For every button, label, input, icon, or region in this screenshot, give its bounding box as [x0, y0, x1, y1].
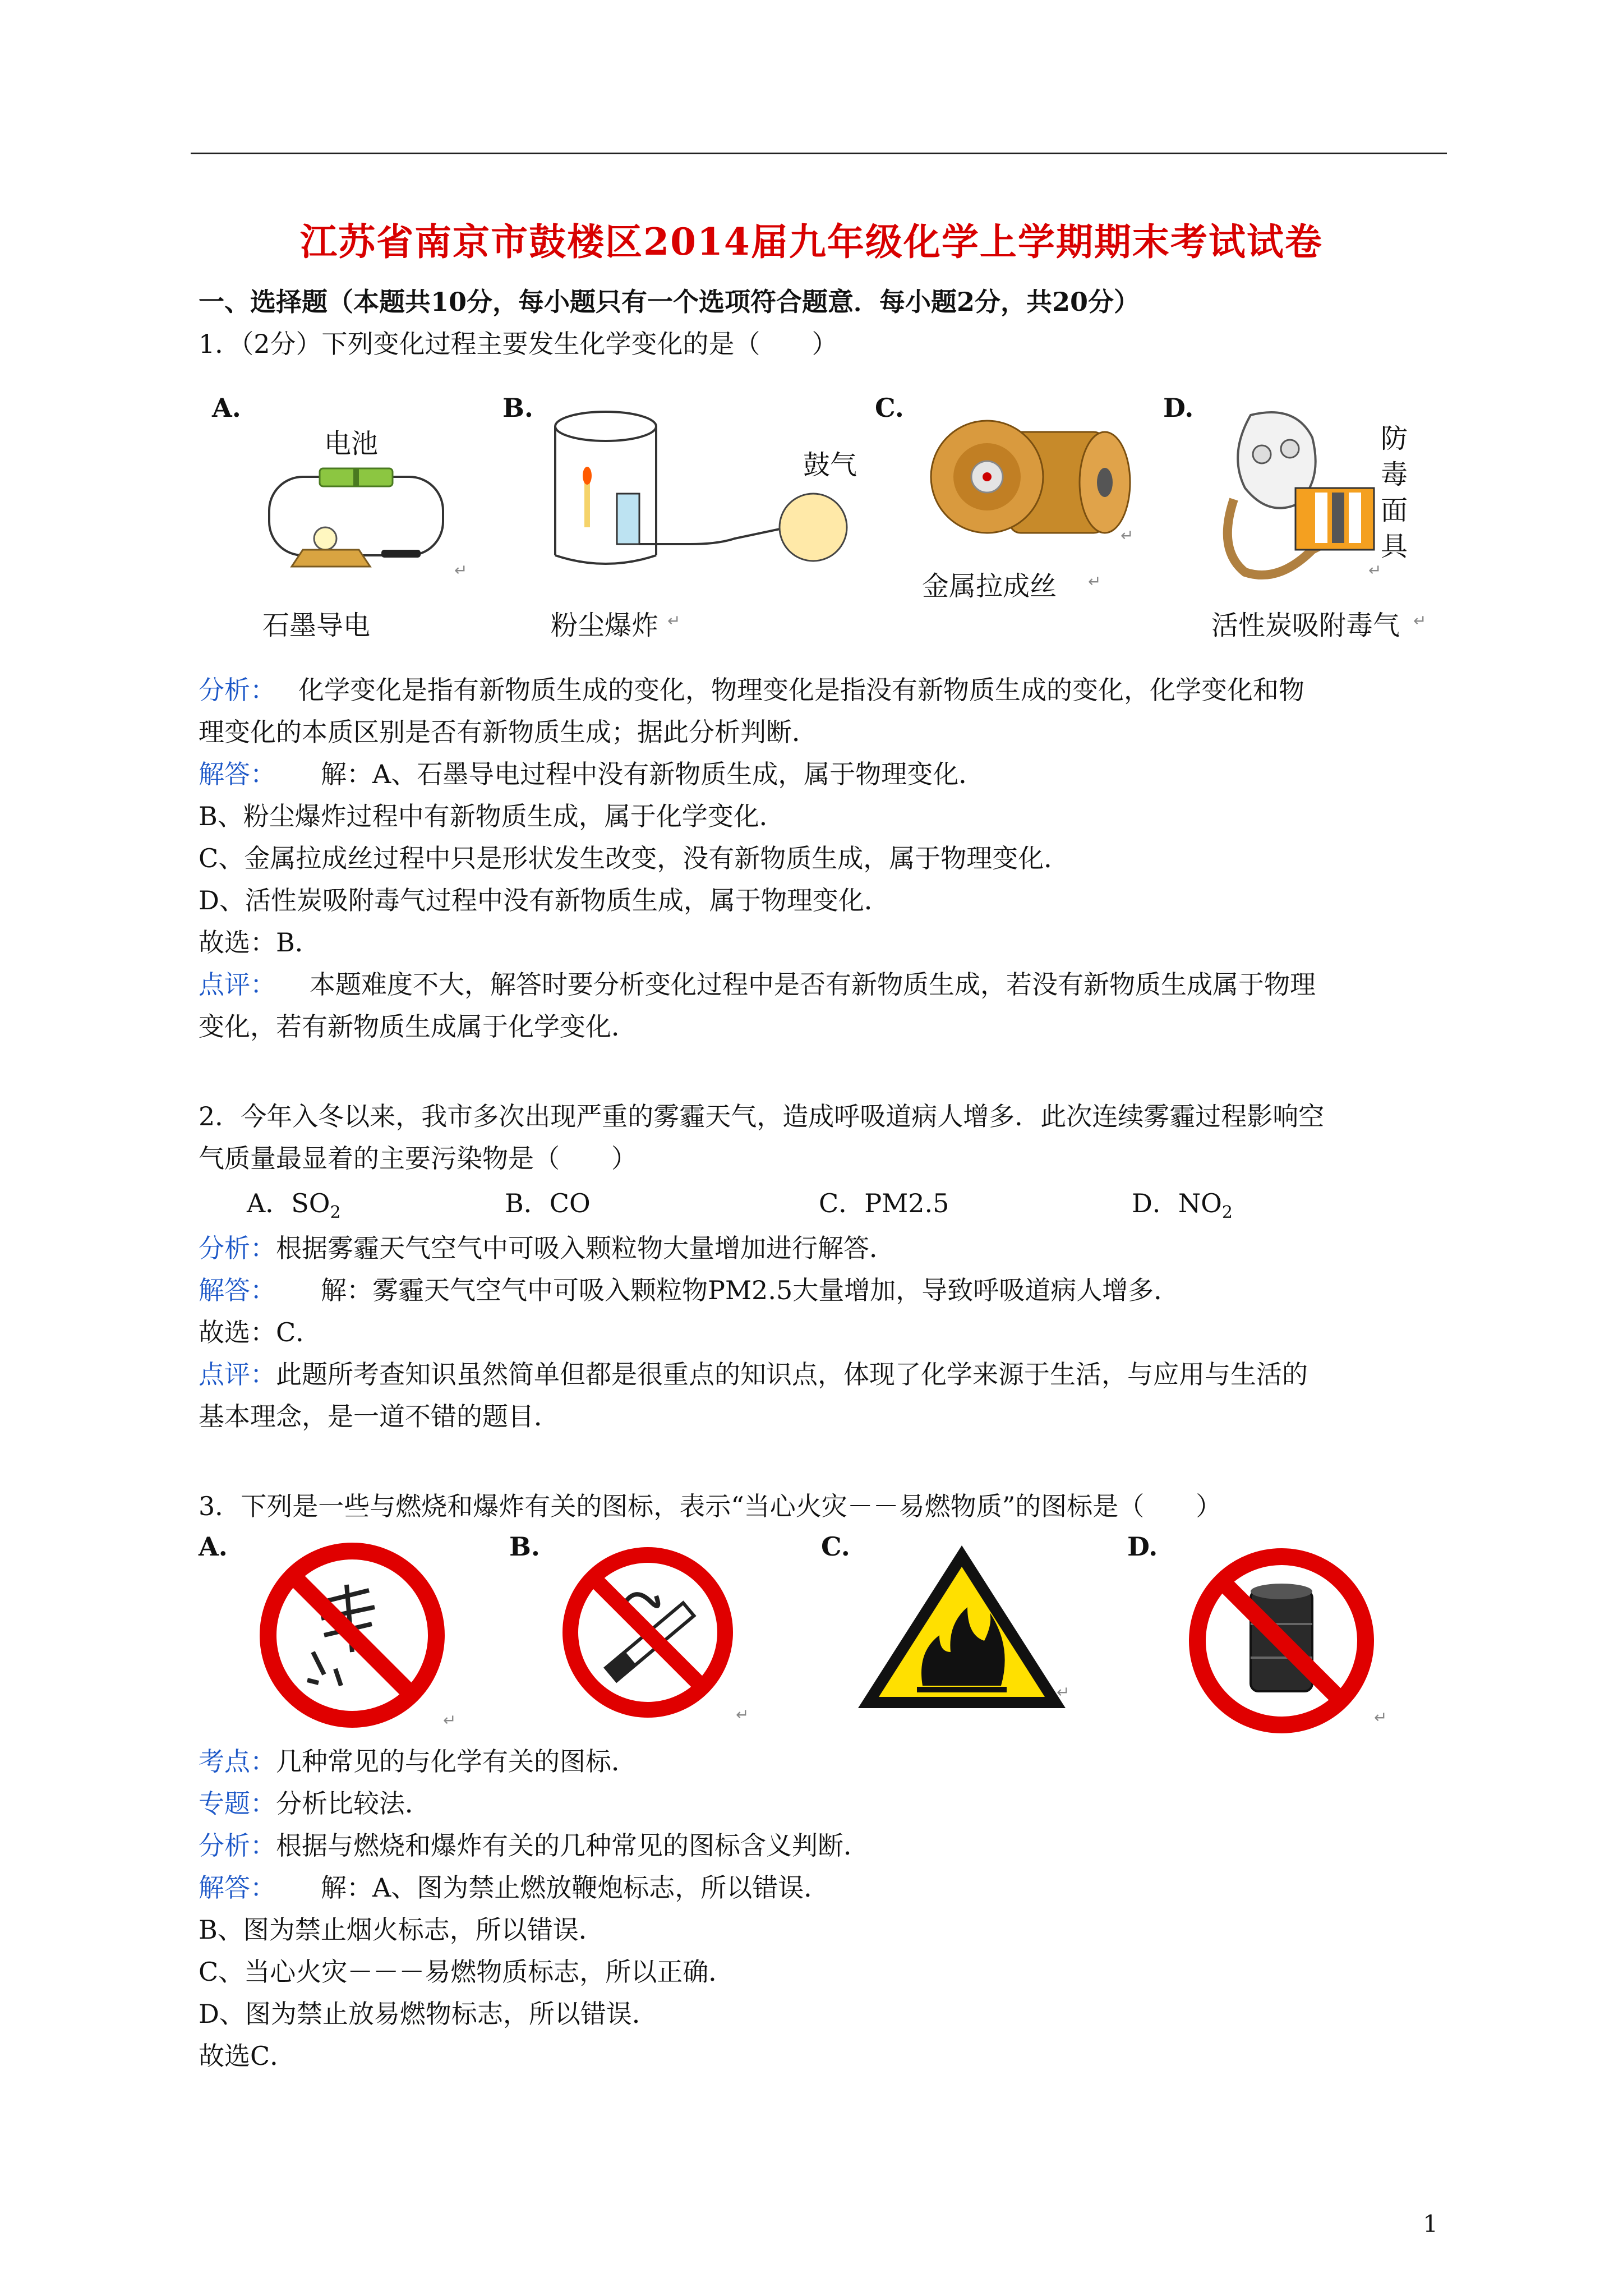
- q3-stem: 3．下列是一些与燃烧和爆炸有关的图标，表示“当心火灾－－易燃物质”的图标是（ ）: [199, 1491, 1222, 1521]
- return-mark-icon: ↵: [1368, 561, 1382, 579]
- q3-analysis-text: 根据与燃烧和爆炸有关的几种常见的图标含义判断．: [276, 1830, 869, 1861]
- q1-answer-line: B、粉尘爆炸过程中有新物质生成，属于化学变化．: [199, 801, 785, 831]
- wire-spool-icon: [925, 409, 1133, 555]
- dust-explosion-illustration: [550, 404, 852, 583]
- q2-comment-line: 基本理念，是一道不错的题目．: [199, 1401, 560, 1432]
- q3-zhuanti-text: 分析比较法．: [276, 1788, 431, 1819]
- q3-option-d-letter: D.: [1127, 1531, 1158, 1562]
- page-number: 1: [1423, 2210, 1438, 2238]
- q1-caption-d: 活性炭吸附毒气: [1211, 610, 1400, 641]
- q3-answer-line: B、图为禁止烟火标志，所以错误．: [199, 1915, 605, 1945]
- q2-option-c: C．PM2.5: [819, 1188, 949, 1218]
- q1-analysis-line: 化学变化是指有新物质生成的变化，物理变化是指没有新物质生成的变化，化学变化和物: [298, 675, 1304, 705]
- header-rule: [191, 153, 1447, 154]
- return-mark-icon: ↵: [667, 611, 681, 630]
- q2-stem: 气质量最显着的主要污染物是（ ）: [199, 1143, 637, 1174]
- q1-option-a-letter: A.: [212, 393, 241, 423]
- q3-answer-line: C、当心火灾－－－易燃物质标志，所以正确．: [199, 1957, 735, 1987]
- q3-answer-line: 故选C．: [199, 2041, 296, 2071]
- q1-caption-c: 金属拉成丝: [922, 570, 1057, 602]
- return-mark-icon: ↵: [1121, 526, 1134, 545]
- q3-answer-label: 解答：: [199, 1872, 276, 1903]
- q1-comment-line: 变化，若有新物质生成属于化学变化．: [199, 1011, 637, 1042]
- q3-option-b-letter: B.: [509, 1531, 540, 1562]
- bulb-icon: [314, 527, 336, 550]
- q1-answer-label: 解答：: [199, 759, 276, 789]
- no-fireworks-icon: [257, 1540, 448, 1731]
- return-mark-icon: ↵: [1088, 572, 1101, 591]
- no-flammables-icon: [1186, 1545, 1377, 1736]
- q1-answer-line: C、金属拉成丝过程中只是形状发生改变，没有新物质生成，属于物理变化．: [199, 843, 1070, 873]
- return-mark-icon: ↵: [1057, 1683, 1070, 1701]
- q3-zhuanti-label: 专题：: [199, 1788, 276, 1819]
- q1-caption-b: 粉尘爆炸: [551, 610, 659, 641]
- q3-kaodian-text: 几种常见的与化学有关的图标．: [276, 1746, 637, 1777]
- no-smoking-icon: [561, 1545, 735, 1719]
- q3-analysis-label: 分析：: [199, 1830, 276, 1861]
- cylinder-icon: [555, 412, 656, 564]
- q1-answer-line: 故选：B．: [199, 927, 321, 958]
- return-mark-icon: ↵: [443, 1711, 457, 1729]
- q2-option-b: B．CO: [505, 1188, 591, 1218]
- q1-caption-a: 石墨导电: [262, 610, 371, 641]
- battery-label: 电池: [324, 428, 379, 459]
- q2-comment-label: 点评：: [199, 1359, 276, 1389]
- flammable-warning-icon: [855, 1540, 1068, 1714]
- balloon-icon: [780, 494, 847, 561]
- q2-answer-line: 故选：C．: [199, 1317, 322, 1347]
- q1-option-b-letter: B.: [502, 393, 533, 423]
- q3-option-c-letter: C.: [821, 1531, 850, 1562]
- q2-answer-label: 解答：: [199, 1275, 276, 1305]
- battery-icon: [320, 468, 393, 486]
- q2-answer-line: 解：雾霾天气空气中可吸入颗粒物PM2.5大量增加，导致呼吸道病人增多．: [321, 1275, 1180, 1305]
- q3-answer-line: D、图为禁止放易燃物标志，所以错误．: [199, 1999, 658, 2029]
- q1-option-c-letter: C.: [875, 393, 904, 423]
- q1-answer-line: 解：A、石墨导电过程中没有新物质生成，属于物理变化．: [321, 759, 985, 789]
- section-heading: 一、选择题（本题共10分，每小题只有一个选项符合题意．每小题2分，共20分）: [199, 287, 1140, 317]
- gas-mask-label: 防毒面具: [1381, 423, 1408, 562]
- q2-analysis-label: 分析：: [199, 1233, 276, 1263]
- q3-option-a-letter: A.: [199, 1531, 228, 1562]
- q1-answer-line: D、活性炭吸附毒气过程中没有新物质生成，属于物理变化．: [199, 885, 890, 915]
- q2-stem: 2．今年入冬以来，我市多次出现严重的雾霾天气，造成呼吸道病人增多．此次连续雾霾过程影响空: [199, 1101, 1325, 1131]
- return-mark-icon: ↵: [454, 561, 468, 579]
- q3-answer-line: 解：A、图为禁止燃放鞭炮标志，所以错误．: [321, 1872, 830, 1903]
- q1-analysis-label: 分析：: [199, 675, 276, 705]
- circuit-illustration: [264, 454, 454, 589]
- blow-air-label: 鼓气: [803, 449, 857, 481]
- return-mark-icon: ↵: [1413, 611, 1427, 630]
- q2-option-a: A．$SO_2$: [247, 1188, 341, 1223]
- q2-comment-line: 此题所考查知识虽然简单但都是很重点的知识点，体现了化学来源于生活，与应用与生活的: [276, 1359, 1308, 1389]
- q2-analysis-text: 根据雾霾天气空气中可吸入颗粒物大量增加进行解答．: [276, 1233, 895, 1263]
- return-mark-icon: ↵: [736, 1705, 749, 1724]
- page-title: 江苏省南京市鼓楼区2014届九年级化学上学期期末考试试卷: [300, 220, 1323, 264]
- q1-analysis-line: 理变化的本质区别是否有新物质生成；据此分析判断．: [199, 717, 818, 747]
- q1-comment-line: 本题难度不大，解答时要分析变化过程中是否有新物质生成，若没有新物质生成属于物理: [310, 969, 1316, 1000]
- q1-stem: 1．（2分）下列变化过程主要发生化学变化的是（ ）: [199, 329, 838, 359]
- q2-option-d: D．$NO_2$: [1132, 1188, 1233, 1223]
- q3-kaodian-label: 考点：: [199, 1746, 276, 1777]
- q1-comment-label: 点评：: [199, 969, 276, 1000]
- q1-option-d-letter: D.: [1163, 393, 1194, 423]
- return-mark-icon: ↵: [1374, 1708, 1387, 1727]
